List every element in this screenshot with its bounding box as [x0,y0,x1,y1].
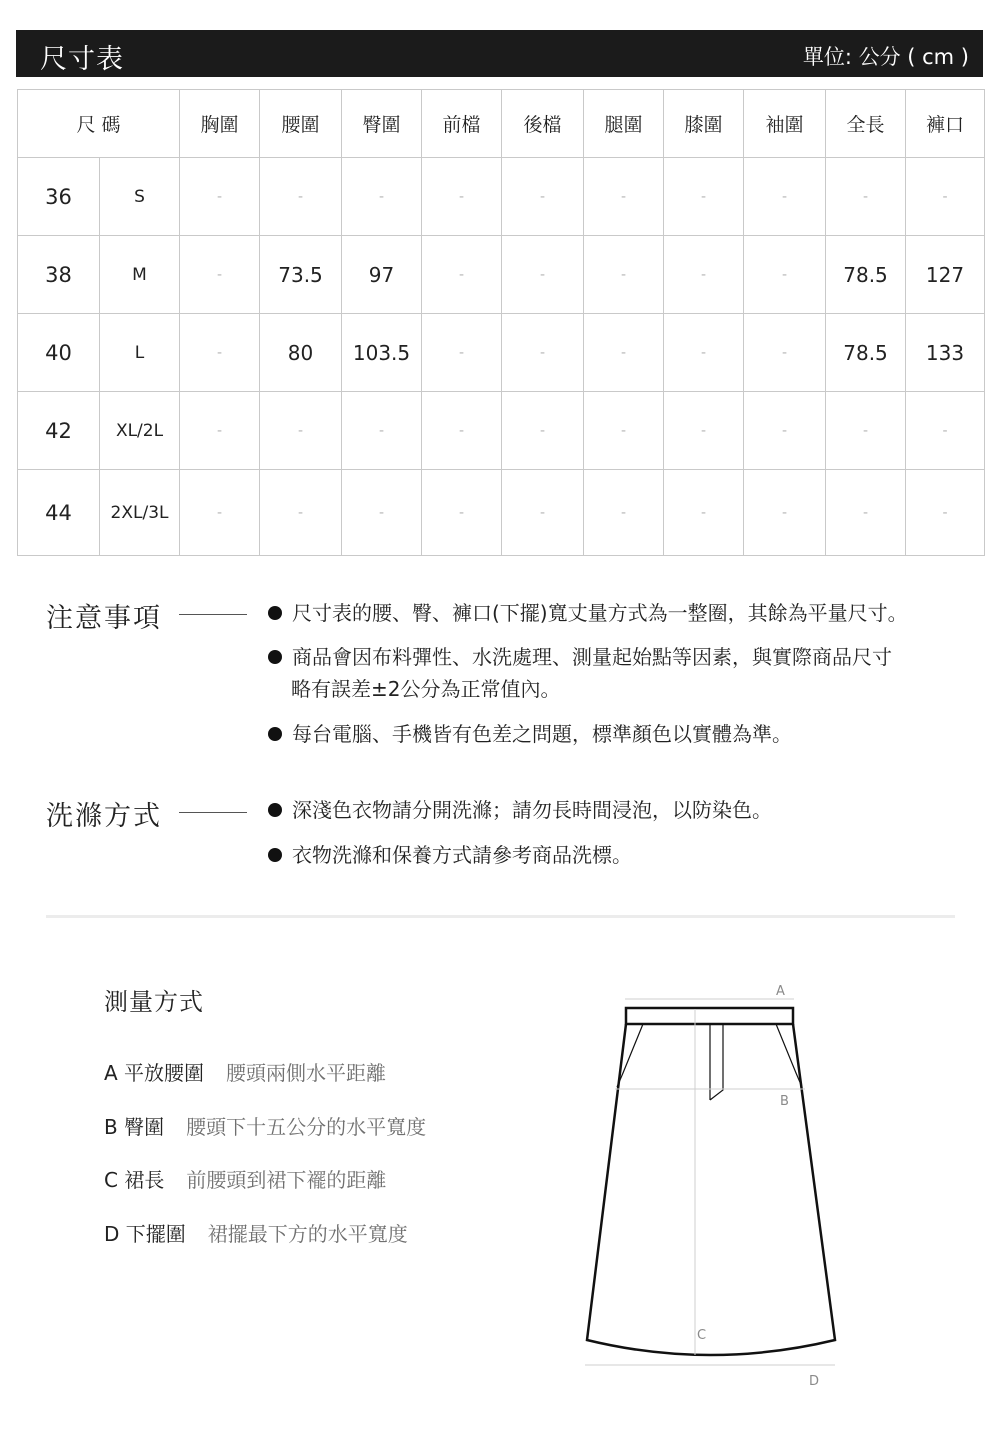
label-d: D [809,1374,820,1389]
table-cell: - [826,392,906,470]
table-cell: - [584,158,664,236]
measure-item-c [104,1164,386,1193]
table-row [18,236,985,314]
table-cell: - [260,470,342,556]
table-cell: - [260,158,342,236]
table-row [18,314,985,392]
page-title: 尺寸表 [40,44,124,75]
table-cell: 78.5 [826,314,906,392]
table-cell: 103.5 [342,314,422,392]
size-letter-cell: XL/2L [100,392,180,470]
table-cell: - [180,236,260,314]
table-cell: - [502,470,584,556]
table-cell: - [342,470,422,556]
table-cell: 73.5 [260,236,342,314]
size-number-cell: 40 [18,314,100,392]
table-cell: - [422,392,502,470]
table-cell: - [744,314,826,392]
section-divider [46,915,955,918]
table-cell: - [502,392,584,470]
table-cell: - [664,470,744,556]
measurement-title: 測量方式 [104,988,204,1016]
table-cell: - [744,236,826,314]
table-cell: - [664,392,744,470]
bullet-icon [268,606,282,620]
table-cell: - [906,158,985,236]
measure-desc: 前腰頭到裙下襬的距離 [186,1168,387,1192]
note-item: 商品會因布料彈性、水洗處理、測量起始點等因素，與實際商品尺寸 [268,641,892,673]
size-column-header: 尺 碼 [18,90,180,158]
note-item: 每台電腦、手機皆有色差之問題，標準顏色以實體為準。 [268,718,792,750]
size-number-cell: 44 [18,470,100,556]
table-cell: 133 [906,314,985,392]
table-cell: - [422,470,502,556]
washing-title-line [179,812,247,813]
column-header: 全長 [826,90,906,158]
table-cell: - [584,470,664,556]
table-header-row [18,90,985,158]
header-bar [16,30,983,77]
column-header: 褲口 [906,90,985,158]
washing-title: 洗滌方式 [46,801,162,832]
table-cell: 78.5 [826,236,906,314]
table-cell: 97 [342,236,422,314]
note-item: 尺寸表的腰、臀、褲口(下擺)寬丈量方式為一整圈，其餘為平量尺寸。 [268,597,908,629]
column-header: 臀圍 [342,90,422,158]
table-cell: - [744,470,826,556]
table-cell: - [180,392,260,470]
measure-desc: 裙擺最下方的水平寬度 [207,1222,408,1246]
table-cell: - [584,314,664,392]
column-header: 胸圍 [180,90,260,158]
table-row [18,392,985,470]
bullet-icon [268,803,282,817]
column-header: 膝圍 [664,90,744,158]
table-row [18,470,985,556]
table-cell: 80 [260,314,342,392]
table-cell: - [584,392,664,470]
column-header: 腰圍 [260,90,342,158]
size-letter-cell: L [100,314,180,392]
washing-item: 深淺色衣物請分開洗滌；請勿長時間浸泡，以防染色。 [268,794,772,826]
table-cell: - [502,236,584,314]
table-cell: - [826,158,906,236]
size-number-cell: 42 [18,392,100,470]
measure-item-a [104,1057,386,1086]
table-cell: - [826,470,906,556]
table-cell: - [422,236,502,314]
table-cell: - [744,392,826,470]
table-row [18,158,985,236]
table-cell: - [342,392,422,470]
table-cell: - [342,158,422,236]
size-letter-cell: S [100,158,180,236]
washing-item: 衣物洗滌和保養方式請參考商品洗標。 [268,839,632,871]
column-header: 前檔 [422,90,502,158]
table-cell: 127 [906,236,985,314]
skirt-outline [587,1024,835,1355]
table-cell: - [664,236,744,314]
table-cell: - [664,314,744,392]
table-cell: - [744,158,826,236]
bullet-icon [268,650,282,664]
label-c: C [697,1328,707,1343]
table-cell: - [260,392,342,470]
table-cell: - [502,314,584,392]
notes-title-line [179,614,247,615]
notes-title: 注意事項 [46,603,162,634]
size-number-cell: 38 [18,236,100,314]
column-header: 後檔 [502,90,584,158]
measure-label: D 下擺圍 [104,1222,186,1246]
table-cell: - [664,158,744,236]
measure-item-d [104,1218,408,1247]
size-table [17,89,985,556]
label-b: B [780,1094,789,1109]
bullet-icon [268,727,282,741]
measure-label: A 平放腰圍 [104,1061,205,1085]
measure-desc: 腰頭兩側水平距離 [226,1061,387,1085]
table-cell: - [422,314,502,392]
measure-item-b [104,1111,426,1140]
table-cell: - [180,314,260,392]
measure-label: B 臀圍 [104,1115,165,1139]
table-cell: - [906,392,985,470]
note-item-continued: 略有誤差±2公分為正常值內。 [291,677,561,701]
table-cell: - [502,158,584,236]
table-cell: - [584,236,664,314]
measure-desc: 腰頭下十五公分的水平寬度 [186,1115,427,1139]
measure-label: C 裙長 [104,1168,165,1192]
size-letter-cell: M [100,236,180,314]
table-cell: - [180,158,260,236]
table-cell: - [422,158,502,236]
bullet-icon [268,848,282,862]
waistband [626,1008,793,1024]
size-number-cell: 36 [18,158,100,236]
skirt-diagram [575,975,845,1395]
size-letter-cell: 2XL/3L [100,470,180,556]
table-cell: - [180,470,260,556]
label-a: A [776,984,785,999]
table-cell: - [906,470,985,556]
unit-label: 單位: 公分 ( cm ) [802,45,969,69]
column-header: 腿圍 [584,90,664,158]
column-header: 袖圍 [744,90,826,158]
